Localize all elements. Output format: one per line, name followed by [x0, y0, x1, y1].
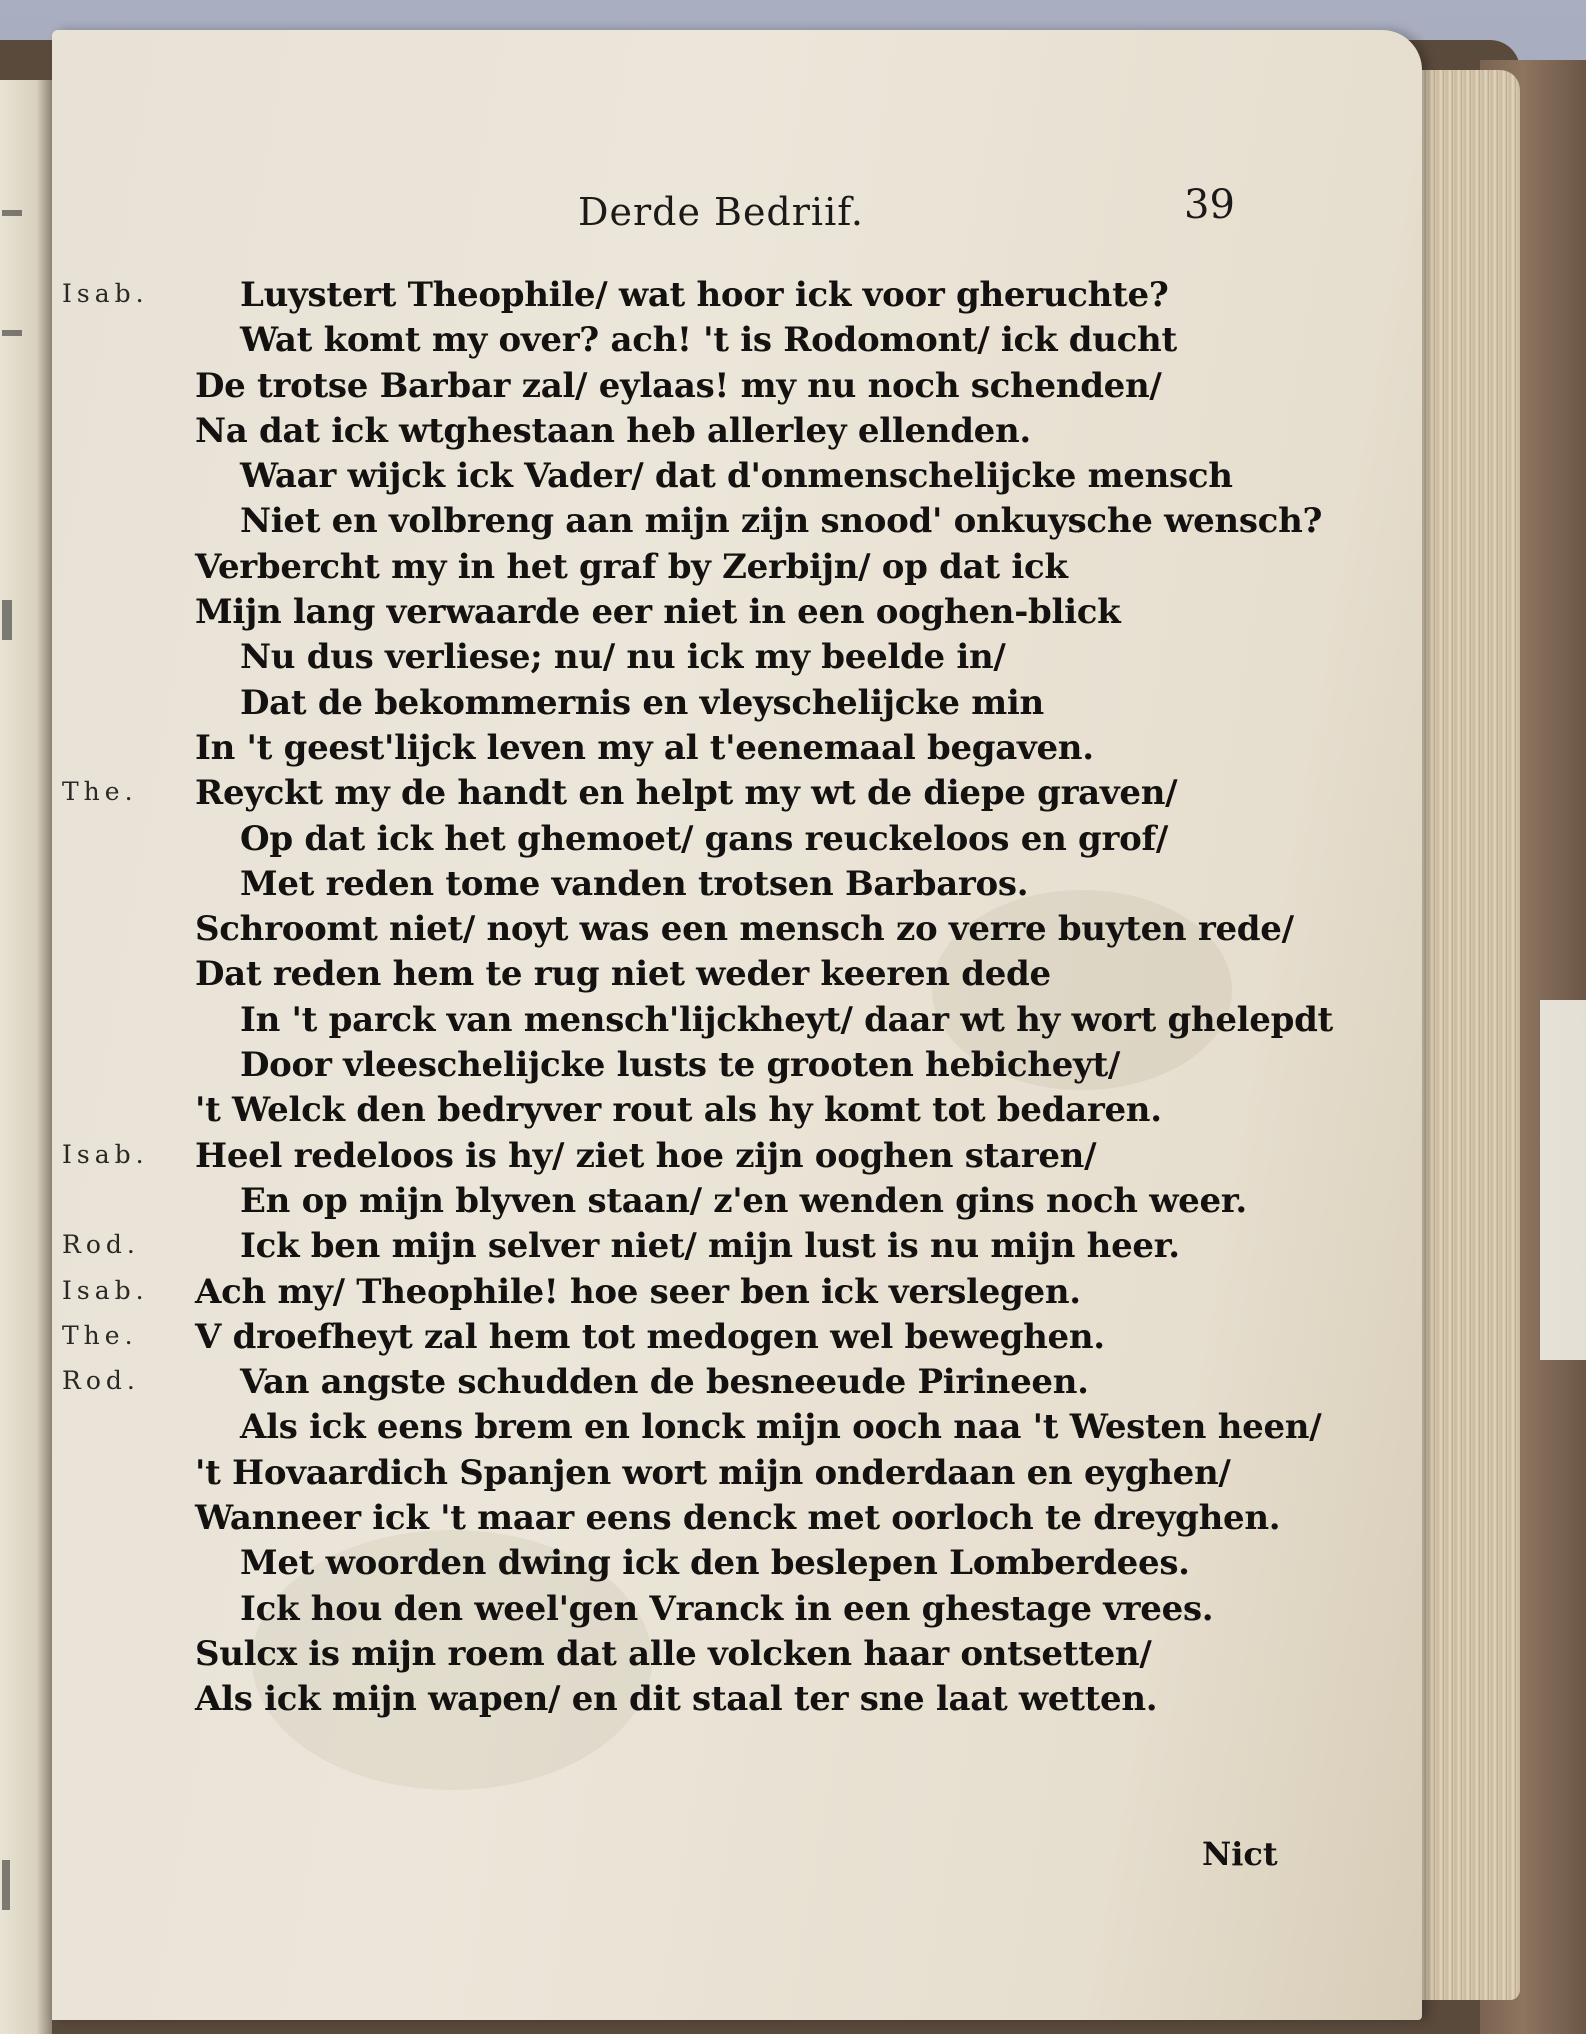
- verse-text: Dat reden hem te rug niet weder keeren dede: [195, 954, 1051, 995]
- verse-line: [52, 1362, 1422, 1407]
- verse-text: Ick hou den weel'gen Vranck in een ghestage vrees.: [240, 1588, 1214, 1629]
- verse-line: [52, 1272, 1422, 1317]
- verse-text: De trotse Barbar zal/ eylaas! my nu noch schenden/: [195, 365, 1162, 406]
- verse-text: Door vleeschelijcke lusts te grooten hebicheyt/: [240, 1045, 1121, 1086]
- verse-block: [52, 275, 1422, 1725]
- left-page-mark: [2, 330, 22, 336]
- left-page-mark: [2, 210, 22, 216]
- verse-line: [52, 773, 1422, 818]
- verse-line: [52, 954, 1422, 999]
- verse-text: Luystert Theophile/ wat hoor ick voor gheruchte?: [240, 275, 1169, 315]
- verse-line: [52, 1136, 1422, 1181]
- verse-text: Heel redeloos is hy/ ziet hoe zijn ooghen staren/: [195, 1135, 1097, 1176]
- verse-line: [52, 456, 1422, 501]
- verse-text: Dat de bekommernis en vleyschelijcke min: [240, 682, 1044, 723]
- verse-text: 't Hovaardich Spanjen wort mijn onderdaan en eyghen/: [195, 1452, 1231, 1493]
- speaker-label: The.: [62, 777, 138, 807]
- verse-text: Reyckt my de handt en helpt my wt de diepe graven/: [195, 773, 1178, 814]
- verse-text: Op dat ick het ghemoet/ gans reuckeloos en grof/: [240, 818, 1168, 859]
- verse-line: [52, 1181, 1422, 1226]
- verse-line: [52, 637, 1422, 682]
- verse-text: In 't geest'lijck leven my al t'eenemaal begaven.: [195, 727, 1094, 768]
- verse-text: En op mijn blyven staan/ z'en wenden gins noch weer.: [240, 1180, 1247, 1221]
- verse-line: [52, 1226, 1422, 1271]
- page-number: 39: [1184, 182, 1235, 228]
- catchword: Nict: [1202, 1835, 1278, 1873]
- verse-text: 't Welck den bedryver rout als hy komt tot bedaren.: [195, 1090, 1162, 1131]
- verse-line: [52, 1000, 1422, 1045]
- verse-line: [52, 1543, 1422, 1588]
- verse-text: Van angste schudden de besneeude Pirineen.: [240, 1362, 1089, 1403]
- verse-text: Na dat ick wtghestaan heb allerley ellenden.: [195, 410, 1031, 451]
- verse-text: Sulcx is mijn roem dat alle volcken haar ontsetten/: [195, 1633, 1152, 1674]
- verse-line: [52, 1317, 1422, 1362]
- verse-text: V droefheyt zal hem tot medogen wel beweghen.: [195, 1316, 1105, 1357]
- verse-text: Nu dus verliese; nu/ nu ick my beelde in/: [240, 637, 1006, 678]
- verse-text: In 't parck van mensch'lijckheyt/ daar wt hy wort ghelepdt: [240, 999, 1333, 1040]
- verse-text: Wanneer ick 't maar eens denck met oorloch te dreyghen.: [195, 1498, 1281, 1539]
- verse-line: [52, 1498, 1422, 1543]
- verse-line: [52, 1679, 1422, 1724]
- verse-text: Als ick mijn wapen/ en dit staal ter sne laat wetten.: [195, 1679, 1158, 1720]
- left-page-edge: [0, 80, 52, 2034]
- left-page-mark: [2, 600, 12, 640]
- verse-line: [52, 864, 1422, 909]
- verse-text: Verbercht my in het graf by Zerbijn/ op dat ick: [195, 546, 1068, 587]
- verse-line: [52, 366, 1422, 411]
- verse-line: [52, 1045, 1422, 1090]
- verse-line: [52, 1634, 1422, 1679]
- speaker-label: Isab.: [62, 279, 149, 308]
- verse-line: [52, 909, 1422, 954]
- verse-line: [52, 501, 1422, 546]
- verse-text: Schroomt niet/ noyt was een mensch zo verre buyten rede/: [195, 909, 1294, 950]
- verse-text: Wat komt my over? ach! 't is Rodomont/ ick ducht: [240, 320, 1177, 361]
- verse-text: Ach my/ Theophile! hoe seer ben ick verslegen.: [195, 1271, 1081, 1312]
- speaker-label: Rod.: [62, 1366, 140, 1396]
- verse-line: [52, 320, 1422, 365]
- verse-text: Ick ben mijn selver niet/ mijn lust is nu mijn heer.: [240, 1226, 1180, 1267]
- verse-line: [52, 728, 1422, 773]
- speaker-label: Isab.: [62, 1275, 149, 1305]
- verse-line: [52, 1090, 1422, 1135]
- verse-text: Niet en volbreng aan mijn zijn snood' onkuysche wensch?: [240, 501, 1323, 542]
- page-header: [52, 182, 1422, 250]
- verse-text: Met reden tome vanden trotsen Barbaros.: [240, 863, 1029, 904]
- verse-line: [52, 683, 1422, 728]
- left-page-mark: [2, 1860, 10, 1910]
- verse-line: [52, 547, 1422, 592]
- verse-text: Als ick eens brem en lonck mijn ooch naa 't Westen heen/: [240, 1407, 1322, 1448]
- verse-line: [52, 1407, 1422, 1452]
- verse-line: [52, 411, 1422, 456]
- verse-text: Waar wijck ick Vader/ dat d'onmenschelijcke mensch: [240, 456, 1233, 497]
- speaker-label: The.: [62, 1320, 138, 1350]
- verse-line: [52, 592, 1422, 637]
- running-title: Derde Bedriif.: [578, 190, 865, 234]
- paper-tab: [1540, 1000, 1586, 1360]
- verse-line: [52, 1589, 1422, 1634]
- verse-text: Met woorden dwing ick den beslepen Lomberdees.: [240, 1543, 1190, 1584]
- book-page: [52, 30, 1422, 2020]
- speaker-label: Isab.: [62, 1139, 149, 1169]
- verse-text: Mijn lang verwaarde eer niet in een ooghen-blick: [195, 592, 1121, 633]
- verse-line: [52, 819, 1422, 864]
- verse-line: [52, 275, 1422, 320]
- verse-line: [52, 1453, 1422, 1498]
- speaker-label: Rod.: [62, 1230, 140, 1260]
